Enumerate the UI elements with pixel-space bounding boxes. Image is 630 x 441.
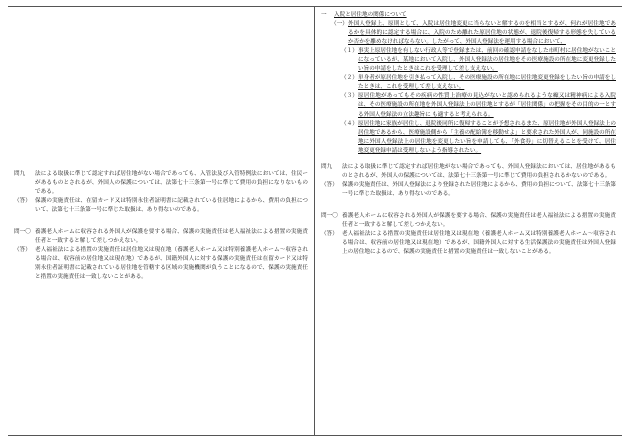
right-item-5 — [321, 120, 616, 156]
right-column — [315, 7, 622, 435]
left-answer-10-text: 老人福祉法による措置の実施責任は居住地又は現在地（養護老人ホーム又は特別養護老人ホーム～収容される場合は、収容前の居住地又は現在地）であるが、国籍外国人に対する保護の実施責任は在留カード又は特別永住者証明書に記載されている居住地を管轄する区域の実施機関が負うことになるので、保護の実施責任と措置の実施責任は一致しないことがある。 — [35, 247, 308, 281]
right-item-2-text: 事実上原居住地を有しない行政人等で登録または、前回の確認申請をなした市町村に居住地がないことになっているが、某地において入院し、外国人登録法の居住地をその医療施設の所在地に変更登録したい旨の申請をしたときはこれを受理して差し支えない。 — [358, 48, 616, 73]
left-question-9-text: 法による取扱に準じて認定すれば居住地がない場合であっても、入管法及び入管特例法においては、住民ーがあるものとされるが、外国人の保護については、法第七十三条第一号に準じて費用の負担になりないものである。 — [35, 171, 308, 196]
right-answer-10-marker: （答） — [321, 231, 338, 238]
right-answer-9-marker: （答） — [321, 181, 338, 188]
right-answer-9 — [321, 181, 616, 199]
right-item-4-marker: （３） — [341, 93, 358, 100]
right-question-10-text: 養護老人ホームに収容される外国人が保護を要する場合、保護の実施責任は老人福祉法による措置の実施責任者と一致すると解して差しつかえない。 — [342, 212, 616, 228]
right-item-5-marker: （４） — [341, 120, 358, 127]
left-answer-10 — [14, 246, 308, 282]
right-item-3-marker: （２） — [341, 75, 358, 82]
right-item-1 — [321, 20, 616, 47]
right-answer-9-text: 保護の実施責任は、外国人登録法により登録された居住地によるから、費用の負担について、法第七十三条第一号に準じた取扱は、あり得ないのである。 — [342, 181, 616, 197]
right-heading — [321, 11, 616, 20]
right-question-9 — [321, 163, 616, 181]
comparison-table — [8, 6, 622, 436]
right-qa-block-10 — [321, 212, 616, 257]
left-question-10-text: 養護老人ホームに収容される外国人が保護を要する場合、保護の実施責任は老人福祉法による措置の実施責任者と一致すると解して差しつかえない。 — [35, 229, 308, 245]
right-item-1-text: 外国人登録上、原則として、入院は居住地変更に当らないと解するのを相当とするが、何れが居住地であるかを具体的に認定する場合に、入院のため離れた原居住地の状態が、退院後復帰する形態を失しているか否かを離めなければならない。したがって、外国人登録法を運用する場合において、 — [348, 21, 616, 46]
right-question-10-marker: 問一〇 — [321, 212, 338, 219]
left-question-9 — [14, 170, 308, 197]
left-question-10-marker: 問一〇 — [14, 229, 31, 236]
left-gap — [14, 215, 308, 221]
left-question-10 — [14, 228, 308, 246]
right-answer-10-text: 老人福祉法による措置の実施責任は居住地又は現在地（養護老人ホーム又は特別養護老人ホーム～収容される場合は、収容前の居住地又は現在地）であるが、国籍外国人に対する生活保護法の実施責任は外国人登録上の居住地によるので、保護の実施責任と措置の実施責任は一致しないことがある。 — [342, 231, 616, 256]
right-item-2-marker: （１） — [341, 48, 358, 55]
left-answer-9-text: 保護の実施責任は、在留カード又は特別永住者証明書に記載されている住居地によるから、費用の負担について、法第七十三条第一号に準じた取扱は、あり得ないのである。 — [35, 198, 308, 214]
left-question-9-marker: 問九 — [14, 171, 26, 177]
right-gap — [321, 199, 616, 205]
right-item-2 — [321, 47, 616, 74]
right-item-3 — [321, 74, 616, 92]
right-item-4-text: 原居住地があってもその疾病の性質上治療の見込がないと認められるような癲又は精神病による入院は、その医療施設の所在地を外国人登録法上の居住地とするが「居住関係」の把握をその目的の一とする外国人登録法の立法趣旨に も適すると考えられる。 — [358, 93, 616, 118]
right-qa-block-9 — [321, 163, 616, 199]
left-answer-10-marker: （答） — [14, 247, 31, 254]
left-column — [8, 7, 315, 435]
right-item-3-text: 単身者が原居住地を引き払って入院し、その医療施設の所在地に居住地変更登録をしたい旨の申請をしたときは、これを受理して差し支えない。 — [358, 75, 616, 91]
right-question-9-marker: 問九 — [321, 163, 333, 170]
right-item-1-marker: （一） — [331, 21, 348, 28]
right-heading-marker: 一 — [321, 12, 327, 18]
right-item-4 — [321, 92, 616, 119]
right-answer-10 — [321, 230, 616, 257]
left-qa-block-10 — [14, 228, 308, 282]
left-answer-9 — [14, 197, 308, 215]
right-question-10 — [321, 212, 616, 230]
left-qa-block-9 — [14, 170, 308, 215]
right-item-5-text: 原居住地に家族が居住し、退院後同所に復帰することが予想されるまた、原居住地が外国人登録法上の居住地であるから、医療施設側から「主養の配給簿を移動せよ」と要求された外国人が、同施設の所在地に外国人登録法上の居住地を変更したい旨を申請しても、「外食券」に切替えることを受けて、居住地変更登録申請は受理しないよう指導されたい。 — [358, 120, 616, 154]
left-answer-9-marker: （答） — [14, 198, 31, 205]
right-heading-text: 入院と居住地の関係について — [334, 12, 407, 18]
right-question-9-text: 法による取扱に準じて認定すれば居住地がない場合であっても、外国人登録法においては、居住地があるものとされるが、外国人の保護については、法第七十三条第一号に準じて費用の負担されるかないのである。 — [342, 163, 616, 179]
left-column-top-blank — [14, 11, 308, 163]
